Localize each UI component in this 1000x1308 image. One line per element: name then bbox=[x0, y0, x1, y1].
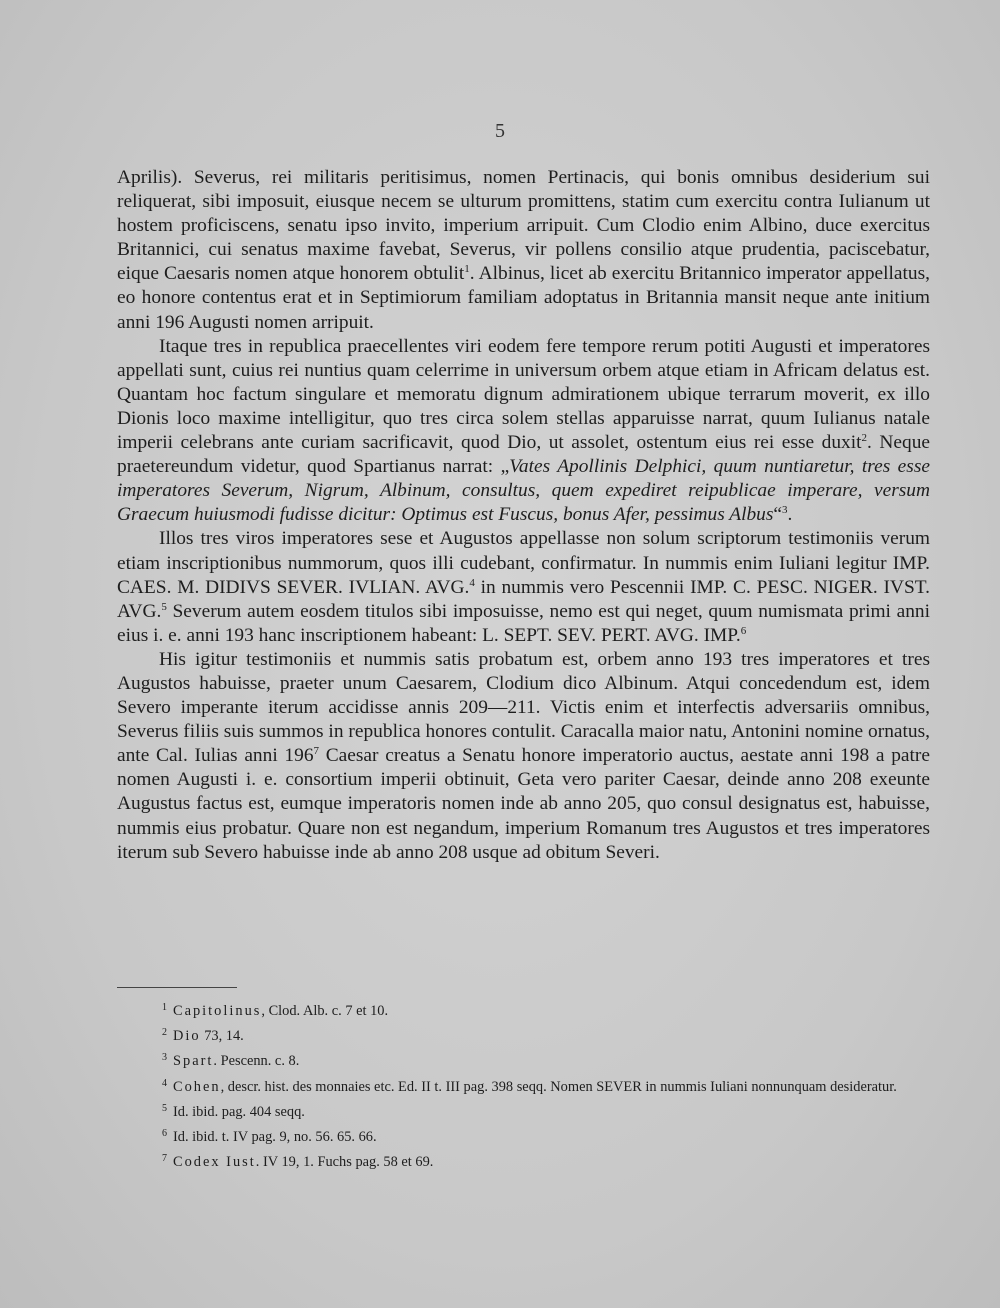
footnote-text: 73, 14. bbox=[200, 1028, 244, 1045]
footnote-text: Id. ibid. pag. 404 seqq. bbox=[173, 1103, 305, 1120]
paragraph bbox=[117, 166, 930, 335]
footnote-number: 4 bbox=[162, 1077, 167, 1089]
footnote-reference: 2 bbox=[861, 432, 868, 445]
footnote-text: , Clod. Alb. c. 7 et 10. bbox=[261, 1003, 389, 1019]
footnote-reference: 3 bbox=[782, 504, 788, 517]
text-run: Itaque tres in republica praecellentes viri eodem fere tempore rerum potiti Augusti et imperatores appellati sunt, cuius rei nuntius quam celerrime in universum orbem atque etiam in Africam delatus est. Quantam hoc factum singulare et memoratu dignum admirationem ubique terrarum moverit, ex illo Dionis loco maxime intelligitur, quo tres circa solem stellas apparuisse narrat, quum Iulianus natale imperii celebrans ante curiam sacrificavit, quod Dio, ut assolet, ostentum eius rei esse duxit bbox=[117, 335, 930, 454]
footnote-text: . IV 19, 1. Fuchs pag. 58 et 69. bbox=[255, 1154, 434, 1171]
paragraph bbox=[117, 527, 930, 647]
footnote-number: 7 bbox=[162, 1153, 167, 1165]
footnote-item bbox=[117, 1148, 930, 1173]
footnote-text: . Pescenn. c. 8. bbox=[213, 1053, 300, 1070]
footnote-author: Spart bbox=[173, 1053, 214, 1070]
text-run: . Albinus, licet ab exercitu Britannico imperator appellatus, eo honore contentus erat et in Septimiorum familiam adoptatus in Britannia mansit neque ante initium anni 196 Augusti nomen arripuit. bbox=[117, 263, 930, 333]
footnote-author: Dio bbox=[173, 1028, 201, 1045]
text-run: Illos tres viros imperatores sese et Augustos appellasse non solum scriptorum testimoniis verum etiam inscriptionibus nummorum, quos illi cudebant, confirmatur. In nummis enim Iuliani legitur IMP. CAES. M. DIDIVS SEVER. IVLIAN. AVG. bbox=[117, 528, 930, 598]
footnote-reference: 5 bbox=[161, 600, 167, 613]
footnote-number: 3 bbox=[162, 1052, 167, 1064]
footnote-text: , descr. hist. des monnaies etc. Ed. II t. III pag. 398 seqq. Nomen SEVER in nummis Iuliani nonnunquam desideratur. bbox=[220, 1078, 897, 1095]
text-run: His igitur testimoniis et nummis satis probatum est, orbem anno 193 tres imperatores et tres Augustos habuisse, praeter unum Caesarem, Clodium dico Albinum. Atqui concedendum est, idem Severo imperante iterum accidisse annis 209—211. Victis enim et interfectis adversariis omnibus, Severus filiis suis summos in republica honores contulit. Caracalla maior natu, Antonini nomine ornatus, ante Cal. Iulias anni 196 bbox=[117, 648, 930, 767]
text-run: “ bbox=[773, 504, 783, 526]
footnotes bbox=[117, 997, 930, 1173]
footnote-item bbox=[117, 997, 930, 1022]
footnote-number: 6 bbox=[162, 1128, 167, 1140]
footnote-text: Id. ibid. t. IV pag. 9, no. 56. 65. 66. bbox=[173, 1129, 377, 1146]
footnote-author: Cohen bbox=[173, 1078, 221, 1095]
paragraph bbox=[117, 648, 930, 865]
text-run: Caesar creatus a Senatu honore imperatorio auctus, aestate anni 198 a patre nomen Augusti i. e. consortium imperii obtinuit, Geta vero pariter Caesar, deinde anno 208 exeunte Augustus factus est, eumque imperatoris nomen inde ab anno 205, quo consul designatus est, habuisse, nummis eius probatur. Quare non est negandum, imperium Romanum tres Augustos et tres imperatores iterum sub Severo habuisse inde ab anno 208 usque ad obitum Severi. bbox=[117, 745, 930, 863]
footnote-number: 1 bbox=[162, 1002, 167, 1013]
footnote-reference: 4 bbox=[469, 576, 475, 589]
text-run: Aprilis). Severus, rei militaris peritisimus, nomen Pertinacis, qui bonis omnibus desiderium sui reliquerat, sibi imposuit, eiusque necem se ulturum promittens, statim cum exercitu contra Iulianum ut hostem proficiscens, senatu ipso invito, imperium arripuit. Cum Clodio enim Albino, duce exercitus Britannici, cui senatus maxime favebat, Severus, vir pollens consilio atque prudentia, paciscebatur, eique Caesaris nomen atque honorem obtulit bbox=[117, 167, 930, 285]
body-text bbox=[117, 166, 930, 865]
footnote-reference: 7 bbox=[313, 745, 320, 758]
footnote-item bbox=[117, 1073, 930, 1098]
text-run: . Neque praetereundum videtur, quod Spartianus narrat: „ bbox=[117, 432, 930, 478]
text-run: Severum autem eosdem titulos sibi imposuisse, nemo est qui neget, quum numismata primi anni eius i. e. anni 193 hanc inscriptionem habeant: L. SEPT. SEV. PERT. AVG. IMP. bbox=[117, 600, 930, 646]
text-run: . bbox=[787, 504, 793, 526]
page-number: 5 bbox=[495, 120, 505, 142]
text-run: in nummis vero Pescennii IMP. C. PESC. NIGER. IVST. AVG. bbox=[117, 576, 930, 622]
paragraph bbox=[117, 335, 930, 528]
footnote-item bbox=[117, 1123, 930, 1148]
footnote-item bbox=[117, 1022, 930, 1047]
footnote-author: Capitolinus bbox=[173, 1003, 262, 1019]
footnote-number: 5 bbox=[162, 1102, 167, 1114]
footnote-author: Codex Iust bbox=[173, 1154, 256, 1171]
footnote-separator bbox=[117, 987, 237, 988]
footnote-reference: 6 bbox=[740, 624, 747, 637]
footnote-item bbox=[117, 1047, 930, 1072]
footnote-number: 2 bbox=[162, 1027, 167, 1039]
footnote-reference: 1 bbox=[464, 263, 470, 276]
quotation-italic: Vates Apollinis Delphici, quum nuntiaretur, tres esse imperatores Severum, Nigrum, Albinum, consultus, quem expediret reipublicae imperare, versum Graecum huiusmodi fudisse dicitur: Optimus est Fuscus, bonus Afer, pessimus Albus bbox=[117, 456, 930, 526]
footnote-item bbox=[117, 1098, 930, 1123]
